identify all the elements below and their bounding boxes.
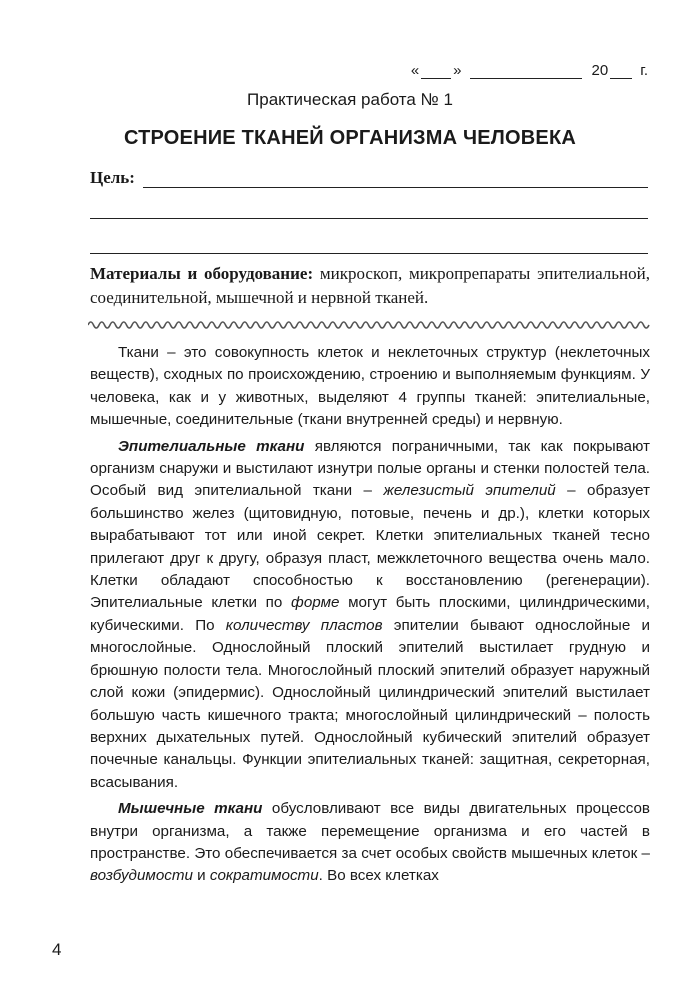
date-close-quote: » bbox=[453, 62, 462, 79]
text-span: могут быть плоскими, цилиндрическими, кубическими. По bbox=[90, 594, 651, 634]
materials-block bbox=[90, 262, 650, 310]
term-epithelial: Эпителиальные ткани bbox=[118, 437, 305, 455]
goal-row bbox=[90, 168, 648, 188]
paragraph-muscle bbox=[90, 798, 650, 888]
body-text bbox=[90, 342, 650, 892]
text-span: являются пограничными, так как покрывают организм снаружи и выстилают изнутри полые органы и стенки полостей тела. Особый вид эпителиальной ткани – bbox=[90, 437, 650, 500]
text-span: эпителии бывают однослойные и многослойные. Однослойный плоский эпителий выстилает грудную и брюшную полости тела. Многослойный плоский эпителий образует наружный слой кожи (эпидермис). Однослойный цилиндрический эпителий выстилает большую часть кишечного тракта; многослойный цилиндрический – полость верхних дыхательных путей. Однослойный кубический эпителий образует почечные канальцы. Функции эпителиальных тканей: защитная, секреторная, всасывания. bbox=[90, 616, 650, 791]
paragraph-intro: Ткани – это совокупность клеток и неклеточных структур (неклеточных веществ), сходных по происхождению, строению и выполняемым функциям. У человека, как и у животных, выделяют 4 группы тканей: эпителиальные, мышечные, соединительные (ткани внутренней среды) и нервную. bbox=[90, 344, 650, 429]
materials-label: Материалы и оборудование: bbox=[90, 264, 314, 283]
goal-fill-line-2 bbox=[90, 218, 648, 219]
work-label: Практическая работа № 1 bbox=[247, 90, 453, 109]
text-span: . Во всех клетках bbox=[318, 867, 439, 885]
text-span: и bbox=[192, 867, 210, 885]
goal-label: Цель: bbox=[90, 168, 135, 187]
materials-text: микроскоп, микропрепараты эпителиальной, соединительной, мышечной и нервной тканей. bbox=[90, 264, 650, 307]
italic-term: возбудимости bbox=[90, 867, 193, 885]
goal-fill-line-3 bbox=[90, 253, 648, 254]
date-line bbox=[411, 62, 648, 79]
year-blank bbox=[610, 64, 632, 79]
text-span: – образует большинство желез (щитовидную, потовые, печень и др.), клетки которых вырабатывают тот или иной секрет. Клетки эпителиальных тканей тесно прилегают друг к другу, образуя пласт, межклеточного вещества очень мало. Клетки обладают способностью к восстановлению (регенерации). Эпителиальные клетки по bbox=[90, 482, 650, 612]
page-title: СТРОЕНИЕ ТКАНЕЙ ОРГАНИЗМА ЧЕЛОВЕКА bbox=[123, 127, 577, 149]
term-muscle: Мышечные ткани bbox=[118, 800, 263, 818]
paragraph-epithelial bbox=[90, 436, 650, 795]
goal-fill-line bbox=[143, 171, 648, 188]
italic-term: сократимости bbox=[209, 867, 319, 885]
italic-term: железистый эпителий bbox=[383, 482, 556, 500]
text-span: обусловливают все виды двигательных процессов внутри организма, а также перемещение организма и его частей в пространстве. Это обеспечивается за счет особых свойств мышечных клеток – bbox=[90, 800, 650, 862]
italic-term: форме bbox=[291, 594, 340, 612]
year-suffix: г. bbox=[640, 62, 648, 79]
year-prefix: 20 bbox=[591, 62, 609, 79]
wavy-divider bbox=[88, 318, 653, 332]
month-blank bbox=[470, 64, 582, 79]
page-number: 4 bbox=[52, 940, 62, 959]
italic-term: количеству пластов bbox=[225, 616, 383, 634]
date-open-quote: « bbox=[410, 62, 420, 79]
day-blank bbox=[421, 64, 451, 79]
